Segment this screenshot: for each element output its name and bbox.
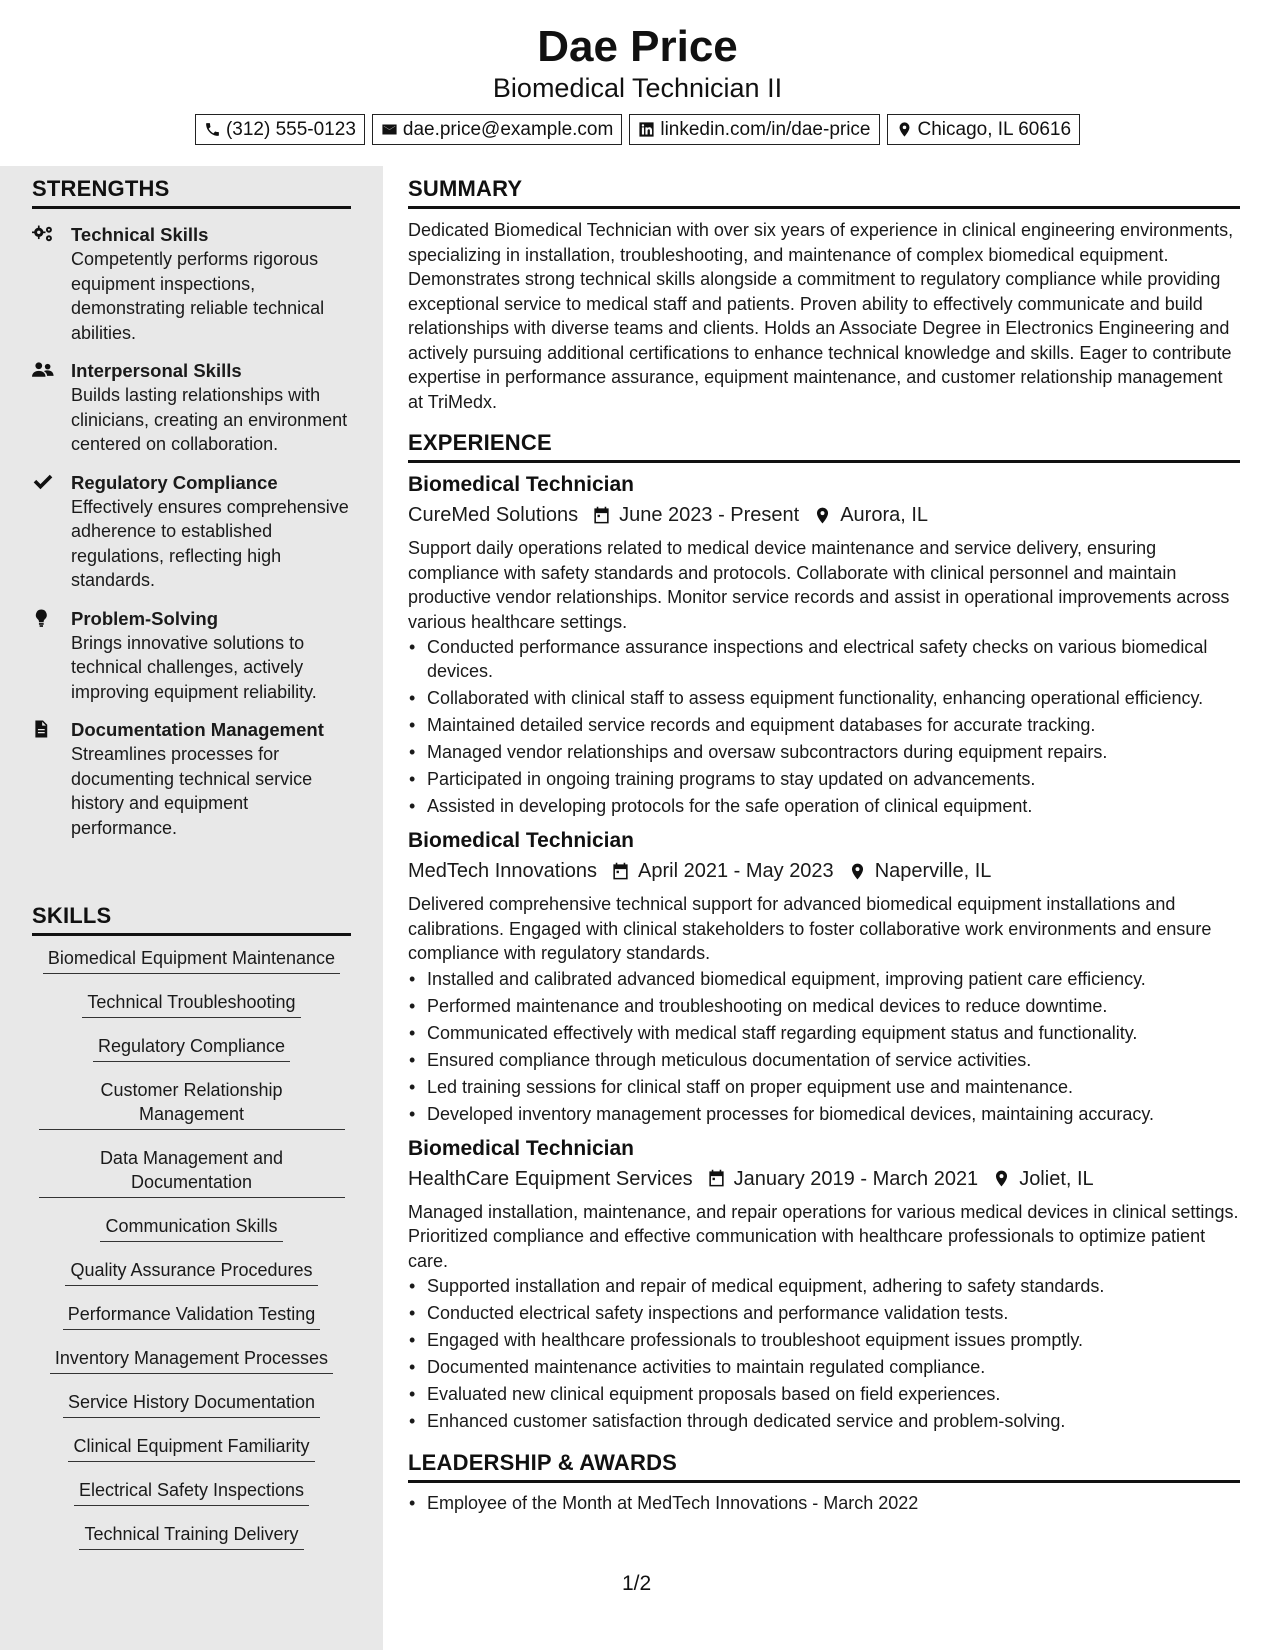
list-item: • Employee of the Month at MedTech Innovations - March 2022	[408, 1491, 1240, 1515]
calendar-icon	[592, 506, 611, 525]
linkedin-icon	[638, 121, 655, 138]
job-company: CureMed Solutions	[408, 504, 579, 526]
strength-name: Problem-Solving	[71, 607, 218, 629]
job-meta	[408, 1164, 1240, 1194]
leadership-heading: LEADERSHIP & AWARDS	[408, 1450, 1240, 1483]
job-meta	[408, 856, 1240, 886]
gears-icon	[32, 224, 56, 244]
job-title: Biomedical Technician II	[492, 73, 783, 103]
document-icon	[32, 719, 56, 739]
skill-tag: Clinical Equipment Familiarity	[68, 1434, 314, 1462]
list-item: • Enhanced customer satisfaction through dedicated service and problem-solving.	[408, 1409, 1240, 1433]
job-entry	[408, 827, 1240, 1126]
contact-location[interactable]	[887, 114, 1081, 145]
map-pin-icon	[896, 121, 913, 138]
contact-linkedin-text: linkedin.com/in/dae-price	[660, 118, 871, 140]
contact-bar	[0, 114, 1275, 145]
list-item: • Conducted electrical safety inspections and performance validation tests.	[408, 1301, 1240, 1325]
contact-location-text: Chicago, IL 60616	[917, 118, 1072, 140]
skill-tag: Data Management and Documentation	[39, 1146, 345, 1198]
people-icon	[32, 360, 56, 380]
strength-item	[32, 358, 351, 457]
contact-email-text: dae.price@example.com	[402, 118, 614, 140]
job-description: Support daily operations related to medical device maintenance and service delivery, ensuring compliance with safety standards and protocols. Collaborate with clinical personnel and maintain productive vendor relationships. Monitor service records and assist in operational improvements across various healthcare settings.	[408, 538, 1230, 632]
skill-tag: Customer Relationship Management	[39, 1078, 345, 1130]
skill-tag: Technical Training Delivery	[79, 1522, 303, 1550]
contact-email[interactable]	[372, 114, 622, 145]
skill-tag: Inventory Management Processes	[50, 1346, 333, 1374]
experience-heading: EXPERIENCE	[408, 430, 1240, 463]
lightbulb-icon	[32, 608, 56, 628]
job-dates: June 2023 - Present	[619, 504, 800, 526]
job-meta	[408, 500, 1240, 530]
map-pin-icon	[992, 1169, 1011, 1188]
skill-tag: Communication Skills	[100, 1214, 282, 1242]
job-position: Biomedical Technician	[408, 473, 635, 496]
list-item: • Communicated effectively with medical staff regarding equipment status and functionality.	[408, 1021, 1240, 1045]
strength-item	[32, 222, 351, 345]
job-description: Delivered comprehensive technical support for advanced biomedical equipment installations and calibrations. Engaged with clinical stakeholders to foster collaborative work environments and ensure compliance with regulatory standards.	[408, 894, 1212, 963]
map-pin-icon	[848, 862, 867, 881]
strength-desc: Effectively ensures comprehensive adherence to established regulations, reflecting high standards.	[71, 496, 349, 590]
phone-icon	[204, 121, 221, 138]
skill-tag: Performance Validation Testing	[63, 1302, 320, 1330]
strength-desc: Competently performs rigorous equipment inspections, demonstrating reliable technical abilities.	[71, 249, 325, 343]
list-item: • Conducted performance assurance inspections and electrical safety checks on various biomedical devices.	[408, 635, 1240, 683]
strength-name: Regulatory Compliance	[71, 471, 278, 493]
job-description: Managed installation, maintenance, and repair operations for various medical devices in clinical settings. Prioritized compliance and effective communication with healthcare professionals to optimize patient care.	[408, 1201, 1239, 1271]
job-location: Naperville, IL	[874, 860, 992, 882]
checkmark-icon	[32, 472, 56, 492]
envelope-icon	[381, 121, 398, 138]
list-item: • Developed inventory management processes for biomedical devices, maintaining accuracy.	[408, 1102, 1240, 1126]
skill-tag: Biomedical Equipment Maintenance	[43, 946, 340, 974]
main-content	[408, 166, 1240, 1518]
job-location: Aurora, IL	[840, 504, 929, 526]
calendar-icon	[707, 1169, 726, 1188]
job-entry	[408, 1135, 1240, 1434]
strength-name: Technical Skills	[71, 224, 209, 245]
job-bullets	[408, 1274, 1240, 1433]
skill-tag: Service History Documentation	[63, 1390, 320, 1418]
strength-name: Documentation Management	[71, 719, 324, 740]
list-item: • Participated in ongoing training programs to stay updated on advancements.	[408, 767, 1240, 791]
strength-desc: Builds lasting relationships with clinicians, creating an environment centered on collaboration.	[71, 385, 348, 454]
list-item: • Maintained detailed service records and equipment databases for accurate tracking.	[408, 713, 1240, 737]
skill-tag: Electrical Safety Inspections	[74, 1478, 309, 1506]
calendar-icon	[611, 862, 630, 881]
contact-linkedin[interactable]	[629, 114, 879, 145]
list-item: • Documented maintenance activities to maintain regulated compliance.	[408, 1355, 1240, 1379]
job-dates: January 2019 - March 2021	[733, 1167, 979, 1190]
strength-desc: Streamlines processes for documenting technical service history and equipment performance.	[71, 744, 313, 838]
sidebar	[0, 166, 383, 1650]
page-number: 1/2	[622, 1572, 652, 1595]
summary-text: Dedicated Biomedical Technician with over six years of experience in clinical engineering environments, specializing in installation, troubleshooting, and maintenance of complex biomedical equipment. Demonstrates strong technical skills alongside a commitment to regulatory compliance while providing exceptional service to medical staff and patients. Proven ability to effectively communicate and build relationships with diverse teams and clients. Holds an Associate Degree in Electronics Engineering and actively pursuing additional certifications to enhance technical knowledge and skills. Eager to contribute expertise in performance assurance, equipment maintenance, and customer relationship management at TriMedx.	[408, 220, 1234, 412]
contact-phone-text: (312) 555-0123	[225, 118, 356, 140]
job-bullets	[408, 967, 1240, 1126]
job-company: MedTech Innovations	[408, 860, 598, 882]
skills-section	[32, 903, 351, 1566]
strength-item	[32, 470, 351, 593]
job-entry	[408, 471, 1240, 818]
job-position: Biomedical Technician	[408, 829, 635, 852]
map-pin-icon	[813, 506, 832, 525]
strength-name: Interpersonal Skills	[71, 360, 242, 381]
summary-heading: SUMMARY	[408, 176, 1240, 209]
job-bullets	[408, 635, 1240, 818]
contact-phone[interactable]	[195, 114, 365, 145]
list-item: • Engaged with healthcare professionals to troubleshoot equipment issues promptly.	[408, 1328, 1240, 1352]
resume-header	[0, 0, 1275, 166]
list-item: • Installed and calibrated advanced biomedical equipment, improving patient care efficiency.	[408, 967, 1240, 991]
skills-list	[32, 936, 351, 1566]
leadership-list	[408, 1491, 1240, 1515]
list-item: • Collaborated with clinical staff to assess equipment functionality, enhancing operational efficiency.	[408, 686, 1240, 710]
skill-tag: Regulatory Compliance	[93, 1034, 290, 1062]
candidate-name: Dae Price	[537, 22, 738, 71]
strengths-section	[32, 172, 351, 853]
strength-item	[32, 606, 351, 705]
job-dates: April 2021 - May 2023	[638, 860, 834, 882]
job-company: HealthCare Equipment Services	[408, 1167, 693, 1190]
strength-desc: Brings innovative solutions to technical challenges, actively improving equipment reliability.	[71, 632, 317, 702]
list-item: • Managed vendor relationships and oversaw subcontractors during equipment repairs.	[408, 740, 1240, 764]
job-location: Joliet, IL	[1019, 1167, 1094, 1190]
list-item: • Assisted in developing protocols for the safe operation of clinical equipment.	[408, 794, 1240, 818]
list-item: • Evaluated new clinical equipment proposals based on field experiences.	[408, 1382, 1240, 1406]
list-item: • Supported installation and repair of medical equipment, adhering to safety standards.	[408, 1274, 1240, 1298]
list-item: • Led training sessions for clinical staff on proper equipment use and maintenance.	[408, 1075, 1240, 1099]
skill-tag: Technical Troubleshooting	[82, 990, 300, 1018]
list-item: • Performed maintenance and troubleshooting on medical devices to reduce downtime.	[408, 994, 1240, 1018]
list-item: • Ensured compliance through meticulous documentation of service activities.	[408, 1048, 1240, 1072]
job-position: Biomedical Technician	[408, 1136, 635, 1160]
skill-tag: Quality Assurance Procedures	[65, 1258, 317, 1286]
strengths-heading: STRENGTHS	[32, 172, 351, 209]
strength-item	[32, 717, 351, 840]
skills-heading: SKILLS	[32, 903, 351, 936]
